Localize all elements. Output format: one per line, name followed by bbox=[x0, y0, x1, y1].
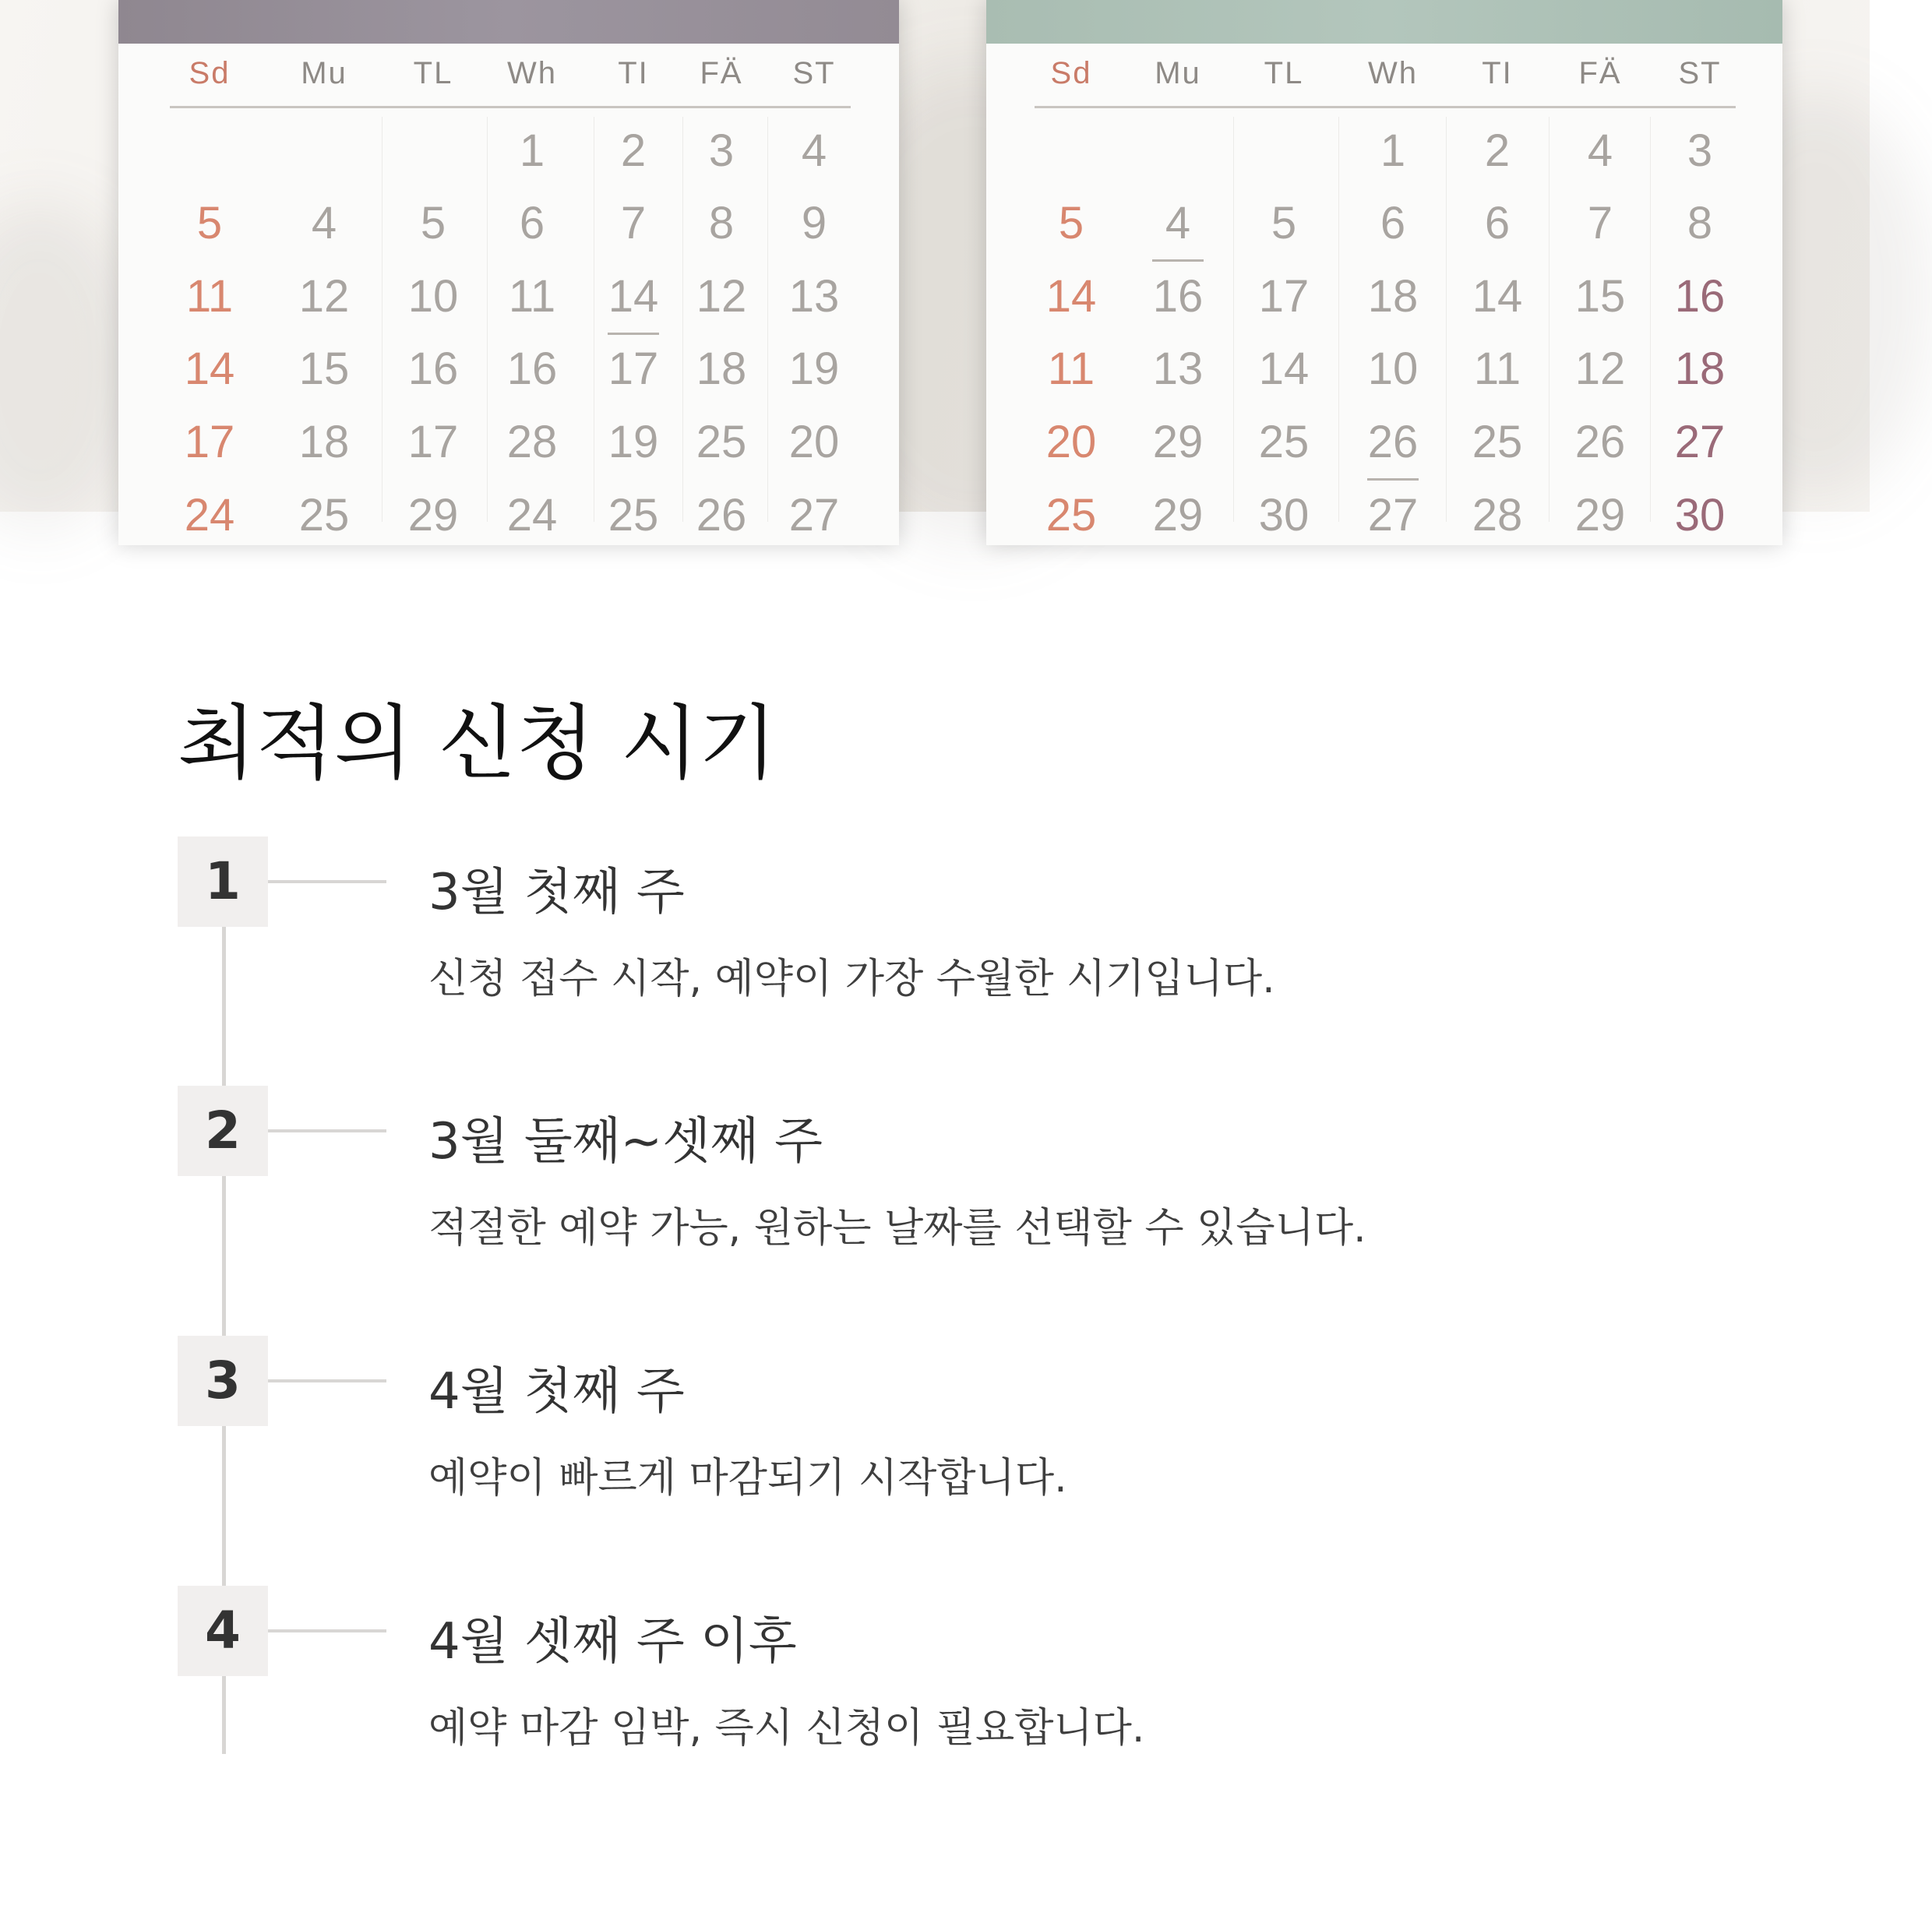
calendar-day: 25 bbox=[608, 490, 659, 541]
weekday-divider bbox=[1035, 106, 1736, 108]
calendar-day: 2 bbox=[620, 125, 647, 176]
calendar-day: 5 bbox=[196, 198, 223, 248]
calendar-day: 8 bbox=[708, 198, 735, 248]
calendar-day: 13 bbox=[788, 271, 840, 322]
calendar-day: 29 bbox=[1152, 490, 1204, 541]
calendar-day: 7 bbox=[620, 198, 647, 248]
step-number-badge: 3 bbox=[178, 1336, 268, 1426]
calendar-day: 4 bbox=[1587, 125, 1613, 176]
calendar-day: 15 bbox=[1574, 271, 1626, 322]
calendar-day: 4 bbox=[311, 198, 337, 248]
calendar-day: 26 bbox=[1574, 417, 1626, 467]
calendar-day: 12 bbox=[1574, 343, 1626, 394]
calendar-day: 15 bbox=[298, 343, 350, 394]
step-number-badge: 1 bbox=[178, 836, 268, 927]
calendar-day: 28 bbox=[1472, 490, 1523, 541]
calendar-day: 3 bbox=[708, 125, 735, 176]
weekday-label: ST bbox=[792, 56, 836, 90]
calendar-day: 4 bbox=[801, 125, 827, 176]
weekday-label: FÄ bbox=[1578, 56, 1622, 90]
calendar-day: 16 bbox=[1674, 271, 1726, 322]
weekday-label: ST bbox=[1678, 56, 1722, 90]
calendar-day: 25 bbox=[298, 490, 350, 541]
calendar-header bbox=[986, 0, 1782, 44]
grid-separator bbox=[1233, 117, 1234, 522]
step-connector bbox=[268, 1629, 386, 1632]
calendar-day: 17 bbox=[184, 417, 235, 467]
calendar-day: 10 bbox=[1367, 343, 1419, 394]
calendar-day: 18 bbox=[298, 417, 350, 467]
weekday-label: TL bbox=[413, 56, 453, 90]
calendar-day: 12 bbox=[696, 271, 747, 322]
calendar-day: 14 bbox=[591, 260, 676, 333]
calendar-day: 17 bbox=[1258, 271, 1310, 322]
calendar-day: 13 bbox=[1152, 343, 1204, 394]
calendar-day: 27 bbox=[788, 490, 840, 541]
calendar-day: 5 bbox=[1271, 198, 1297, 248]
step-title: 3월 첫째 주 bbox=[428, 864, 685, 921]
section-title: 최적의 신청 시기 bbox=[178, 696, 777, 791]
calendar-day: 20 bbox=[788, 417, 840, 467]
calendar-day: 17 bbox=[407, 417, 459, 467]
calendar-day: 14 bbox=[184, 343, 235, 394]
calendar-day: 9 bbox=[801, 198, 827, 248]
timeline-step bbox=[0, 836, 1870, 1070]
calendar-april bbox=[986, 0, 1782, 545]
calendar-day: 6 bbox=[519, 198, 545, 248]
calendar-day: 11 bbox=[1473, 343, 1521, 394]
calendar-day: 12 bbox=[298, 271, 350, 322]
step-number-badge: 2 bbox=[178, 1086, 268, 1176]
weekday-label: TL bbox=[1264, 56, 1304, 90]
grid-separator bbox=[382, 117, 383, 522]
calendar-day: 6 bbox=[1380, 198, 1406, 248]
weekday-divider bbox=[170, 106, 851, 108]
calendar-day: 16 bbox=[1152, 271, 1204, 322]
step-title: 3월 둘째~셋째 주 bbox=[428, 1113, 823, 1171]
calendar-day: 26 bbox=[696, 490, 747, 541]
calendar-day: 11 bbox=[185, 271, 234, 322]
calendar-day: 25 bbox=[1045, 490, 1097, 541]
step-connector bbox=[268, 1379, 386, 1382]
calendar-day: 1 bbox=[519, 125, 545, 176]
calendar-day: 19 bbox=[608, 417, 659, 467]
calendar-day: 19 bbox=[788, 343, 840, 394]
timeline-step bbox=[0, 1586, 1870, 1819]
grid-separator bbox=[487, 117, 488, 522]
calendar-day: 24 bbox=[506, 490, 558, 541]
calendar-day: 11 bbox=[1047, 343, 1095, 394]
calendar-day: 11 bbox=[508, 271, 556, 322]
calendar-day: 18 bbox=[1367, 271, 1419, 322]
calendar-day: 16 bbox=[506, 343, 558, 394]
calendar-day: 14 bbox=[1472, 271, 1523, 322]
grid-separator bbox=[1650, 117, 1651, 522]
calendar-day: 29 bbox=[407, 490, 459, 541]
calendar-day: 30 bbox=[1674, 490, 1726, 541]
calendar-day: 8 bbox=[1687, 198, 1713, 248]
calendar-day: 2 bbox=[1484, 125, 1511, 176]
calendar-header bbox=[118, 0, 899, 44]
step-description: 신청 접수 시작, 예약이 가장 수월한 시기입니다. bbox=[428, 956, 1275, 1002]
calendar-day: 29 bbox=[1574, 490, 1626, 541]
weekday-label: Wh bbox=[1368, 56, 1418, 90]
step-description: 적절한 예약 가능, 원하는 날짜를 선택할 수 있습니다. bbox=[428, 1205, 1366, 1252]
timeline-step bbox=[0, 1086, 1870, 1319]
calendar-day: 20 bbox=[1045, 417, 1097, 467]
calendar-day: 6 bbox=[1484, 198, 1511, 248]
calendar-day: 5 bbox=[420, 198, 446, 248]
weekday-label: Sd bbox=[1050, 56, 1092, 90]
calendar-day: 18 bbox=[1674, 343, 1726, 394]
calendar-day: 16 bbox=[407, 343, 459, 394]
weekday-label: FÄ bbox=[700, 56, 743, 90]
grid-separator bbox=[1338, 117, 1339, 522]
calendar-day: 1 bbox=[1380, 125, 1406, 176]
calendar-day: 27 bbox=[1674, 417, 1726, 467]
calendar-march bbox=[118, 0, 899, 545]
grid-separator bbox=[1446, 117, 1447, 522]
calendar-day: 25 bbox=[696, 417, 747, 467]
step-connector bbox=[268, 1129, 386, 1132]
calendar-day: 26 bbox=[1350, 406, 1436, 479]
calendar-day: 25 bbox=[1258, 417, 1310, 467]
calendar-day: 7 bbox=[1587, 198, 1613, 248]
weekday-label: Mu bbox=[1155, 56, 1201, 90]
calendar-day: 25 bbox=[1472, 417, 1523, 467]
calendar-day: 27 bbox=[1367, 490, 1419, 541]
weekday-label: TI bbox=[618, 56, 649, 90]
step-title: 4월 셋째 주 이후 bbox=[428, 1613, 797, 1671]
calendar-day: 28 bbox=[506, 417, 558, 467]
weekday-label: Wh bbox=[507, 56, 557, 90]
calendar-day: 10 bbox=[407, 271, 459, 322]
timeline-step bbox=[0, 1336, 1870, 1569]
calendar-hero-image bbox=[0, 0, 1870, 541]
calendar-day: 4 bbox=[1135, 187, 1221, 260]
step-connector bbox=[268, 880, 386, 883]
step-description: 예약 마감 임박, 즉시 신청이 필요합니다. bbox=[428, 1705, 1145, 1752]
calendar-day: 24 bbox=[184, 490, 235, 541]
weekday-label: TI bbox=[1482, 56, 1513, 90]
grid-separator bbox=[767, 117, 768, 522]
calendar-day: 5 bbox=[1058, 198, 1084, 248]
calendar-day: 29 bbox=[1152, 417, 1204, 467]
weekday-label: Sd bbox=[189, 56, 231, 90]
step-description: 예약이 빠르게 마감되기 시작합니다. bbox=[428, 1455, 1067, 1502]
calendar-day: 17 bbox=[608, 343, 659, 394]
calendar-day: 18 bbox=[696, 343, 747, 394]
step-title: 4월 첫째 주 bbox=[428, 1363, 685, 1421]
calendar-day: 30 bbox=[1258, 490, 1310, 541]
calendar-day: 14 bbox=[1258, 343, 1310, 394]
calendar-day: 14 bbox=[1045, 271, 1097, 322]
step-number-badge: 4 bbox=[178, 1586, 268, 1676]
calendar-day: 3 bbox=[1687, 125, 1713, 176]
weekday-label: Mu bbox=[301, 56, 347, 90]
